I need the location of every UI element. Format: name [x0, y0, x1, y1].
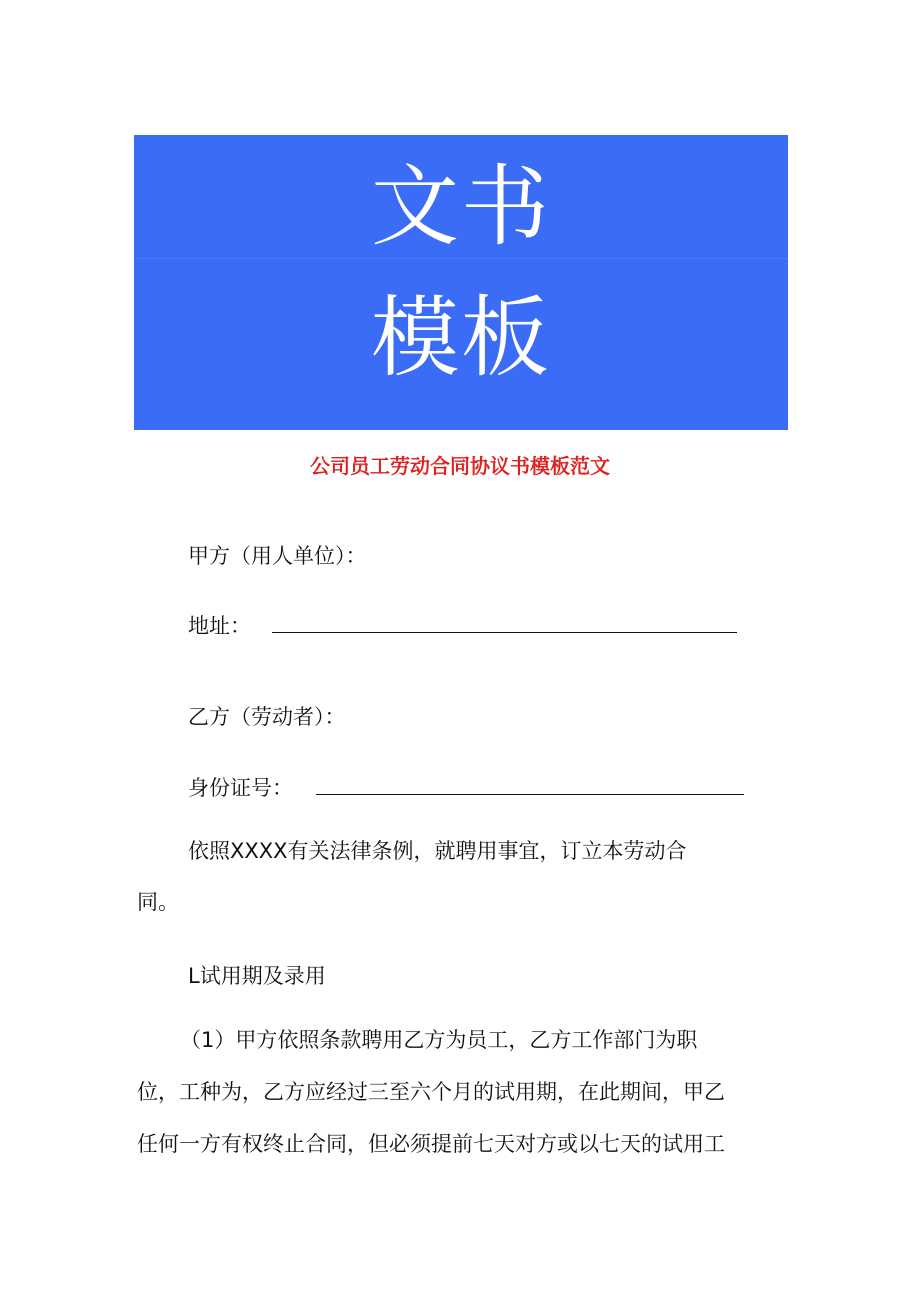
banner-divider — [134, 258, 788, 259]
section-1-heading: L试用期及录用 — [188, 964, 326, 988]
address-label: 地址： — [188, 614, 251, 638]
address-blank-line — [272, 610, 737, 633]
clause-1-line-3: 任何一方有权终止合同，但必须提前七天对方或以七天的试用工 — [137, 1132, 725, 1156]
header-banner — [134, 135, 788, 430]
id-number-label: 身份证号： — [188, 776, 293, 800]
party-a-label: 甲方（用人单位）： — [188, 544, 367, 568]
party-b-label: 乙方（劳动者）： — [188, 705, 346, 729]
banner-line-2: 模板 — [370, 286, 551, 389]
clause-1-line-1: （1）甲方依照条款聘用乙方为员工，乙方工作部门为职 — [180, 1028, 698, 1052]
id-number-row — [188, 772, 744, 803]
document-title: 公司员工劳动合同协议书模板范文 — [310, 454, 610, 478]
intro-line-1: 依照XXXX有关法律条例，就聘用事宜，订立本劳动合 — [188, 839, 687, 863]
id-number-blank-line — [316, 772, 744, 795]
address-row — [188, 610, 737, 641]
clause-1-line-2: 位，工种为，乙方应经过三至六个月的试用期，在此期间，甲乙 — [137, 1080, 725, 1104]
intro-line-2: 同。 — [137, 890, 179, 914]
banner-line-1: 文书 — [370, 155, 551, 258]
